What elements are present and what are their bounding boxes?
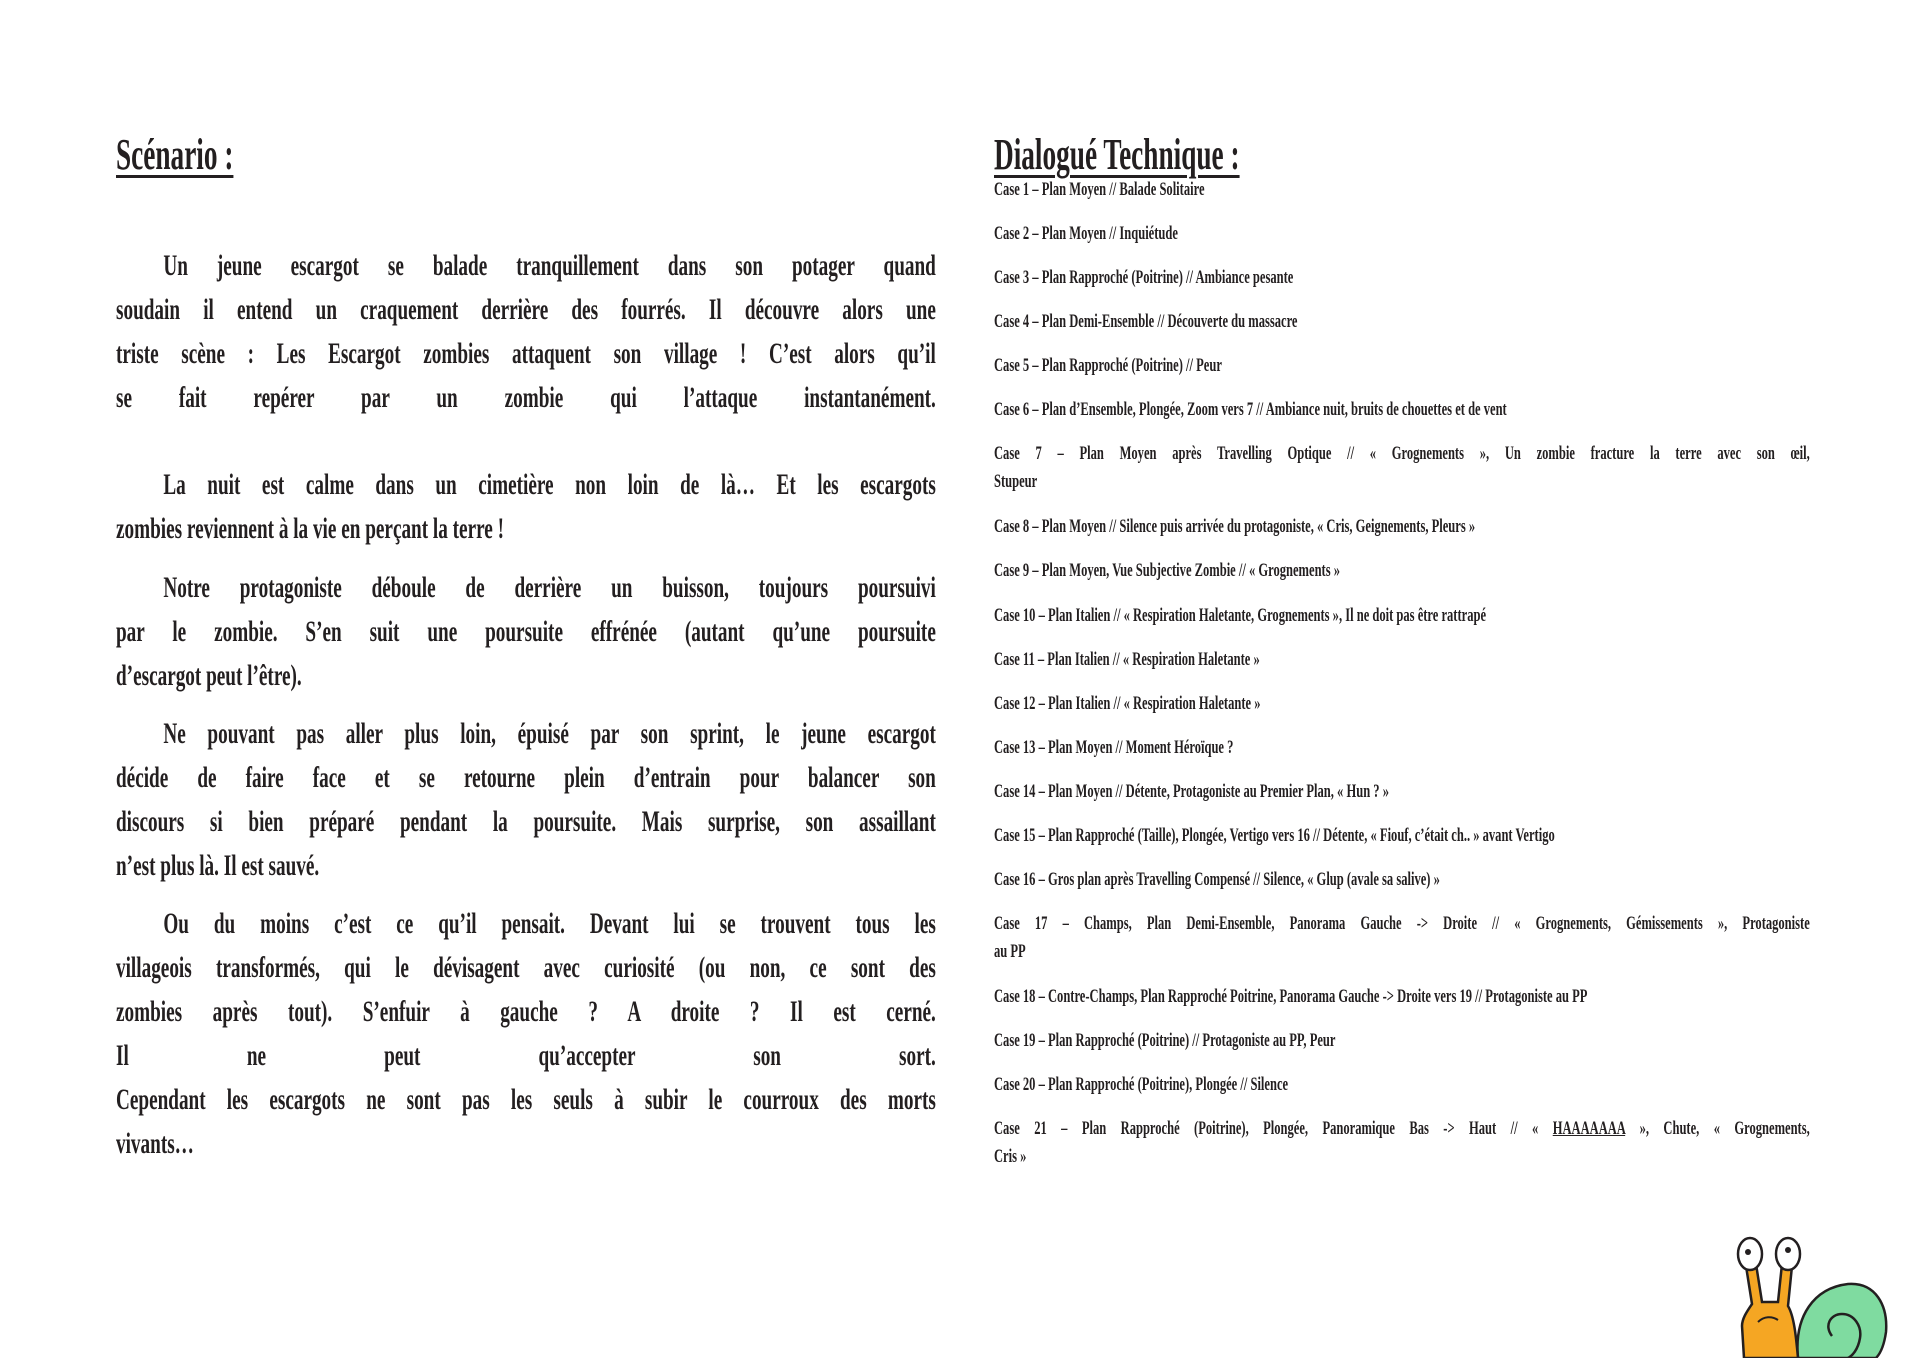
text-line: zombies après tout). S’enfuir à gauche ? A droite ? Il est cerné. xyxy=(116,995,936,1028)
text-line: Un jeune escargot se balade tranquillement dans son potager quand xyxy=(163,249,936,282)
text-line: d’escargot peut l’être). xyxy=(116,659,302,692)
scenario-paragraph-2 xyxy=(116,463,936,551)
scenario-paragraph-4 xyxy=(116,712,936,888)
text-line: vivants… xyxy=(116,1127,194,1160)
scenario-heading: Scénario : xyxy=(116,130,234,180)
case-item-10: Case 10 – Plan Italien // « Respiration Haletante, Grognements », Il ne doit pas être rattrapé xyxy=(994,605,1487,626)
case-item-3: Case 3 – Plan Rapproché (Poitrine) // Ambiance pesante xyxy=(994,267,1294,288)
text-line: décide de faire face et se retourne plein d’entrain pour balancer son xyxy=(116,761,936,794)
case-item-21: Case 21 – Plan Rapproché (Poitrine), Plongée, Panoramique Bas -> Haut // « HAAAAAAA », Chute, « Grognements, Cris » xyxy=(994,1118,1810,1167)
case-item-2: Case 2 – Plan Moyen // Inquiétude xyxy=(994,223,1178,244)
case-item-6: Case 6 – Plan d’Ensemble, Plongée, Zoom vers 7 // Ambiance nuit, bruits de chouettes et de vent xyxy=(994,399,1507,420)
text-line: soudain il entend un craquement derrière des fourrés. Il découvre alors une xyxy=(116,293,936,326)
text-line: La nuit est calme dans un cimetière non loin de là… Et les escargots xyxy=(163,468,936,501)
case-item-12: Case 12 – Plan Italien // « Respiration Haletante » xyxy=(994,693,1261,714)
case-item-1: Case 1 – Plan Moyen // Balade Solitaire xyxy=(994,179,1205,200)
case-item-8: Case 8 – Plan Moyen // Silence puis arrivée du protagoniste, « Cris, Geignements, Pleurs » xyxy=(994,516,1476,537)
case-item-17: Case 17 – Champs, Plan Demi-Ensemble, Panorama Gauche -> Droite // « Grognements, Gémissements », Protagoniste au PP xyxy=(994,913,1810,962)
case-item-15: Case 15 – Plan Rapproché (Taille), Plongée, Vertigo vers 16 // Détente, « Fiouf, c’était ch.. » avant Vertigo xyxy=(994,825,1555,846)
snail-body xyxy=(1742,1264,1798,1358)
text-line: Cependant les escargots ne sont pas les seuls à subir le courroux des morts xyxy=(116,1083,936,1116)
case-item-7: Case 7 – Plan Moyen après Travelling Optique // « Grognements », Un zombie fracture la terre avec son œil, Stupeur xyxy=(994,443,1810,492)
scenario-paragraph-3 xyxy=(116,566,936,698)
text-line: par le zombie. S’en suit une poursuite effrénée (autant qu’une poursuite xyxy=(116,615,936,648)
case-item-18: Case 18 – Contre-Champs, Plan Rapproché Poitrine, Panorama Gauche -> Droite vers 19 // Protagoniste au PP xyxy=(994,986,1588,1007)
case-item-4: Case 4 – Plan Demi-Ensemble // Découverte du massacre xyxy=(994,311,1298,332)
text-line: Il ne peut qu’accepter son sort. xyxy=(116,1039,936,1072)
case-item-13: Case 13 – Plan Moyen // Moment Héroïque ? xyxy=(994,737,1234,758)
technique-heading: Dialogué Technique : xyxy=(994,130,1240,180)
text-line: Ou du moins c’est ce qu’il pensait. Devant lui se trouvent tous les xyxy=(163,907,936,940)
scream-text: HAAAAAAA xyxy=(1552,1118,1626,1139)
case-item-11: Case 11 – Plan Italien // « Respiration Haletante » xyxy=(994,649,1260,670)
text-line: discours si bien préparé pendant la poursuite. Mais surprise, son assaillant xyxy=(116,805,936,838)
case-item-5: Case 5 – Plan Rapproché (Poitrine) // Peur xyxy=(994,355,1222,376)
snail-icon xyxy=(1716,1226,1916,1358)
text-line: se fait repérer par un zombie qui l’attaque instantanément. xyxy=(116,381,936,414)
text-line: Ne pouvant pas aller plus loin, épuisé par son sprint, le jeune escargot xyxy=(163,717,936,750)
case-item-9: Case 9 – Plan Moyen, Vue Subjective Zombie // « Grognements » xyxy=(994,560,1341,581)
snail-eye-right xyxy=(1776,1238,1800,1270)
text-line: Notre protagoniste déboule de derrière un buisson, toujours poursuivi xyxy=(163,571,936,604)
text-line: triste scène : Les Escargot zombies attaquent son village ! C’est alors qu’il xyxy=(116,337,936,370)
snail-shell xyxy=(1797,1284,1886,1358)
case-item-20: Case 20 – Plan Rapproché (Poitrine), Plongée // Silence xyxy=(994,1074,1289,1095)
scenario-paragraph-1 xyxy=(116,244,936,420)
case-item-16: Case 16 – Gros plan après Travelling Compensé // Silence, « Glup (avale sa salive) » xyxy=(994,869,1440,890)
case-item-14: Case 14 – Plan Moyen // Détente, Protagoniste au Premier Plan, « Hun ? » xyxy=(994,781,1389,802)
case-item-19: Case 19 – Plan Rapproché (Poitrine) // Protagoniste au PP, Peur xyxy=(994,1030,1336,1051)
text-line: zombies reviennent à la vie en perçant la terre ! xyxy=(116,512,504,545)
text-line: n’est plus là. Il est sauvé. xyxy=(116,849,320,882)
text-line: villageois transformés, qui le dévisagent avec curiosité (ou non, ce sont des xyxy=(116,951,936,984)
scenario-paragraph-5 xyxy=(116,902,936,1166)
